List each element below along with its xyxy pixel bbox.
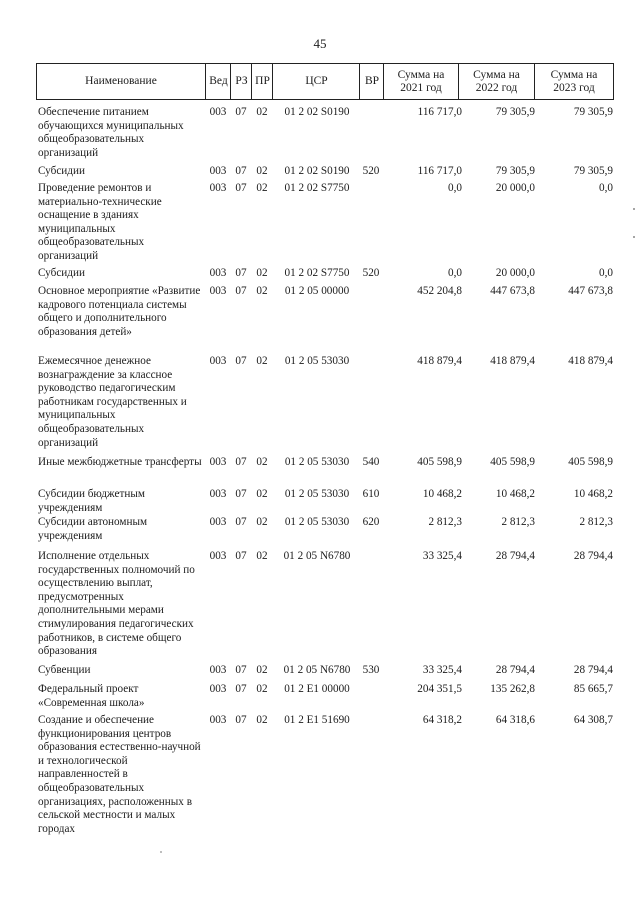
row-sum-2021: 204 351,5 bbox=[417, 683, 462, 695]
row-name: Субвенции bbox=[38, 664, 91, 676]
row-name: Субсидии автономным учреждениям bbox=[38, 516, 148, 542]
header-sum-2021: Сумма на 2021 год bbox=[383, 64, 458, 99]
row-name: Проведение ремонтов и материально-технические оснащение в зданиях муниципальных общеобразовательных организаций bbox=[38, 182, 162, 262]
row-ved: 003 bbox=[209, 285, 227, 297]
row-sum-2023: 447 673,8 bbox=[568, 285, 613, 297]
row-csr: 01 2 02 S0190 bbox=[284, 165, 350, 177]
header-pr: ПР bbox=[251, 64, 273, 99]
row-sum-2023: 2 812,3 bbox=[579, 516, 613, 528]
scan-speck bbox=[633, 236, 635, 238]
row-name: Обеспечение питанием обучающихся муниципальных общеобразовательных организаций bbox=[38, 106, 184, 159]
row-pr: 02 bbox=[256, 488, 268, 500]
row-sum-2023: 28 794,4 bbox=[573, 550, 613, 562]
row-ved: 003 bbox=[209, 714, 227, 726]
row-pr: 02 bbox=[256, 267, 268, 279]
row-sum-2023: 85 665,7 bbox=[573, 683, 613, 695]
row-sum-2023: 28 794,4 bbox=[573, 664, 613, 676]
row-sum-2022: 64 318,6 bbox=[495, 714, 535, 726]
row-sum-2022: 405 598,9 bbox=[490, 456, 535, 468]
row-rz: 07 bbox=[235, 355, 247, 367]
row-csr: 01 2 E1 51690 bbox=[284, 714, 350, 726]
row-csr: 01 2 05 53030 bbox=[284, 516, 350, 528]
row-rz: 07 bbox=[235, 456, 247, 468]
row-rz: 07 bbox=[235, 516, 247, 528]
row-sum-2022: 79 305,9 bbox=[495, 106, 535, 118]
header-name: Наименование bbox=[85, 75, 157, 87]
row-sum-2022: 10 468,2 bbox=[495, 488, 535, 500]
row-ved: 003 bbox=[209, 106, 227, 118]
row-sum-2022: 20 000,0 bbox=[495, 182, 535, 194]
row-name: Создание и обеспечение функционирования центров образования естественно-научной и технологической направленностей в общеобразовательных организациях, расположенных в сельской местности и малых городах bbox=[38, 714, 201, 835]
row-rz: 07 bbox=[235, 714, 247, 726]
row-csr: 01 2 E1 00000 bbox=[284, 683, 350, 695]
row-sum-2022: 20 000,0 bbox=[495, 267, 535, 279]
row-pr: 02 bbox=[256, 456, 268, 468]
row-pr: 02 bbox=[256, 285, 268, 297]
row-vr: 610 bbox=[362, 488, 380, 500]
row-sum-2022: 28 794,4 bbox=[495, 664, 535, 676]
row-sum-2021: 116 717,0 bbox=[417, 106, 462, 118]
row-name: Федеральный проект «Современная школа» bbox=[38, 683, 145, 709]
row-sum-2021: 418 879,4 bbox=[417, 355, 462, 367]
row-ved: 003 bbox=[209, 683, 227, 695]
scan-speck bbox=[160, 851, 162, 853]
row-pr: 02 bbox=[256, 714, 268, 726]
row-vr: 620 bbox=[362, 516, 380, 528]
row-name: Субсидии бюджетным учреждениям bbox=[38, 488, 145, 514]
row-ved: 003 bbox=[209, 516, 227, 528]
row-ved: 003 bbox=[209, 550, 227, 562]
row-sum-2021: 33 325,4 bbox=[422, 664, 462, 676]
row-sum-2023: 79 305,9 bbox=[573, 165, 613, 177]
row-sum-2021: 2 812,3 bbox=[428, 516, 462, 528]
row-sum-2021: 452 204,8 bbox=[417, 285, 462, 297]
row-sum-2022: 28 794,4 bbox=[495, 550, 535, 562]
row-sum-2023: 0,0 bbox=[599, 267, 613, 279]
header-rz: РЗ bbox=[230, 64, 252, 99]
row-name: Субсидии bbox=[38, 267, 85, 279]
row-name: Основное мероприятие «Развитие кадрового потенциала системы общего и дополнительного образования детей» bbox=[38, 285, 201, 338]
row-vr: 540 bbox=[362, 456, 380, 468]
row-sum-2021: 0,0 bbox=[448, 267, 462, 279]
row-rz: 07 bbox=[235, 267, 247, 279]
row-csr: 01 2 05 N6780 bbox=[283, 664, 351, 676]
row-sum-2021: 116 717,0 bbox=[417, 165, 462, 177]
row-csr: 01 2 05 53030 bbox=[284, 488, 350, 500]
header-ved: Вед bbox=[205, 64, 231, 99]
row-pr: 02 bbox=[256, 683, 268, 695]
row-ved: 003 bbox=[209, 355, 227, 367]
row-sum-2021: 10 468,2 bbox=[422, 488, 462, 500]
row-sum-2022: 79 305,9 bbox=[495, 165, 535, 177]
row-rz: 07 bbox=[235, 683, 247, 695]
table-header bbox=[36, 63, 614, 100]
row-name: Иные межбюджетные трансферты bbox=[38, 456, 202, 468]
row-vr: 520 bbox=[362, 267, 380, 279]
row-pr: 02 bbox=[256, 664, 268, 676]
row-rz: 07 bbox=[235, 488, 247, 500]
row-pr: 02 bbox=[256, 550, 268, 562]
row-ved: 003 bbox=[209, 456, 227, 468]
row-pr: 02 bbox=[256, 106, 268, 118]
row-rz: 07 bbox=[235, 165, 247, 177]
row-vr: 530 bbox=[362, 664, 380, 676]
scan-speck bbox=[633, 208, 635, 210]
row-rz: 07 bbox=[235, 285, 247, 297]
row-csr: 01 2 02 S7750 bbox=[284, 182, 350, 194]
row-sum-2022: 135 262,8 bbox=[490, 683, 535, 695]
row-name: Субсидии bbox=[38, 165, 85, 177]
row-pr: 02 bbox=[256, 182, 268, 194]
row-ved: 003 bbox=[209, 488, 227, 500]
row-sum-2023: 405 598,9 bbox=[568, 456, 613, 468]
row-pr: 02 bbox=[256, 516, 268, 528]
row-csr: 01 2 05 00000 bbox=[284, 285, 350, 297]
row-ved: 003 bbox=[209, 165, 227, 177]
header-sum-2023: Сумма на 2023 год bbox=[534, 64, 613, 99]
row-sum-2022: 447 673,8 bbox=[490, 285, 535, 297]
row-csr: 01 2 02 S7750 bbox=[284, 267, 350, 279]
page-number: 45 bbox=[313, 36, 327, 51]
row-sum-2023: 0,0 bbox=[599, 182, 613, 194]
row-ved: 003 bbox=[209, 267, 227, 279]
row-rz: 07 bbox=[235, 106, 247, 118]
row-sum-2021: 33 325,4 bbox=[422, 550, 462, 562]
row-csr: 01 2 02 S0190 bbox=[284, 106, 350, 118]
row-name: Исполнение отдельных государственных полномочий по осуществлению выплат, предусмотренных дополнительными мерами стимулирования педагогических работников, в системе общего образования bbox=[38, 550, 195, 658]
row-pr: 02 bbox=[256, 355, 268, 367]
row-sum-2023: 10 468,2 bbox=[573, 488, 613, 500]
row-sum-2021: 64 318,2 bbox=[422, 714, 462, 726]
row-vr: 520 bbox=[362, 165, 380, 177]
row-sum-2021: 0,0 bbox=[448, 182, 462, 194]
row-rz: 07 bbox=[235, 182, 247, 194]
row-ved: 003 bbox=[209, 182, 227, 194]
row-sum-2023: 64 308,7 bbox=[573, 714, 613, 726]
header-sum-2022: Сумма на 2022 год bbox=[458, 64, 534, 99]
row-sum-2022: 2 812,3 bbox=[501, 516, 535, 528]
row-csr: 01 2 05 53030 bbox=[284, 456, 350, 468]
row-rz: 07 bbox=[235, 664, 247, 676]
row-sum-2021: 405 598,9 bbox=[417, 456, 462, 468]
row-rz: 07 bbox=[235, 550, 247, 562]
row-sum-2023: 79 305,9 bbox=[573, 106, 613, 118]
row-csr: 01 2 05 N6780 bbox=[283, 550, 351, 562]
row-sum-2023: 418 879,4 bbox=[568, 355, 613, 367]
row-csr: 01 2 05 53030 bbox=[284, 355, 350, 367]
header-csr: ЦСР bbox=[272, 64, 360, 99]
row-name: Ежемесячное денежное вознаграждение за классное руководство педагогическим работникам государственных и муниципальных общеобразовательных организаций bbox=[38, 355, 187, 449]
row-ved: 003 bbox=[209, 664, 227, 676]
header-vr: ВР bbox=[359, 64, 384, 99]
row-pr: 02 bbox=[256, 165, 268, 177]
row-sum-2022: 418 879,4 bbox=[490, 355, 535, 367]
